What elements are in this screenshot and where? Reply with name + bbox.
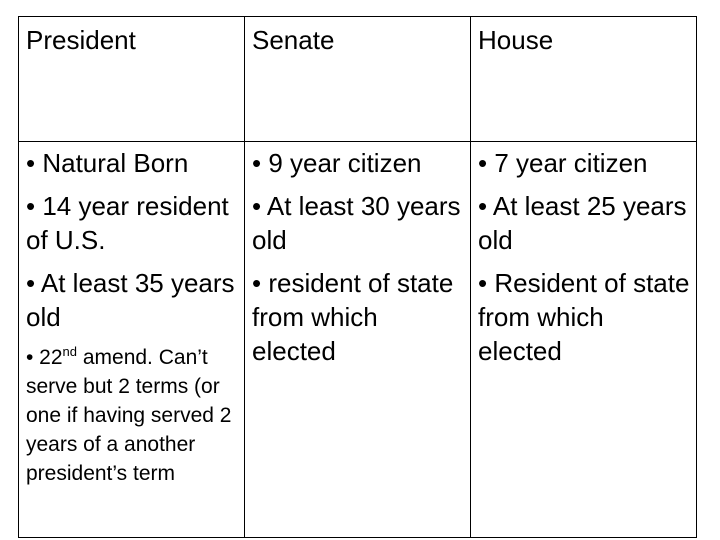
house-bullet-residency: • Resident of state from which elected — [478, 268, 690, 366]
qualifications-table — [18, 16, 697, 538]
amendment-ordinal-suffix: nd — [62, 344, 78, 359]
president-bullet-age: • At least 35 years old — [26, 268, 235, 332]
senate-bullet-citizenship: • 9 year citizen — [252, 148, 422, 178]
header-house: House — [478, 25, 554, 55]
header-president: President — [26, 25, 136, 55]
qualifications-row — [19, 142, 697, 538]
senate-bullet-age: • At least 30 years old — [252, 191, 461, 255]
president-bullet-22nd-amendment — [26, 343, 244, 488]
house-bullet-citizenship: • 7 year citizen — [478, 148, 648, 178]
amendment-text: amend. Can’t serve but 2 terms (or one if having served 2 years of a another president’s term — [26, 346, 232, 485]
president-qualifications — [19, 142, 245, 538]
house-qualifications — [471, 142, 697, 538]
header-cell-house — [471, 17, 697, 142]
header-cell-senate — [245, 17, 471, 142]
header-senate: Senate — [252, 25, 335, 55]
senate-bullet-residency: • resident of state from which elected — [252, 268, 454, 366]
header-cell-president — [19, 17, 245, 142]
senate-qualifications — [245, 142, 471, 538]
house-bullet-age: • At least 25 years old — [478, 191, 687, 255]
president-bullet-residency: • 14 year resident of U.S. — [26, 191, 229, 255]
amendment-prefix: • 22 — [26, 346, 63, 369]
header-row — [19, 17, 697, 142]
president-bullet-natural-born: • Natural Born — [26, 148, 189, 178]
